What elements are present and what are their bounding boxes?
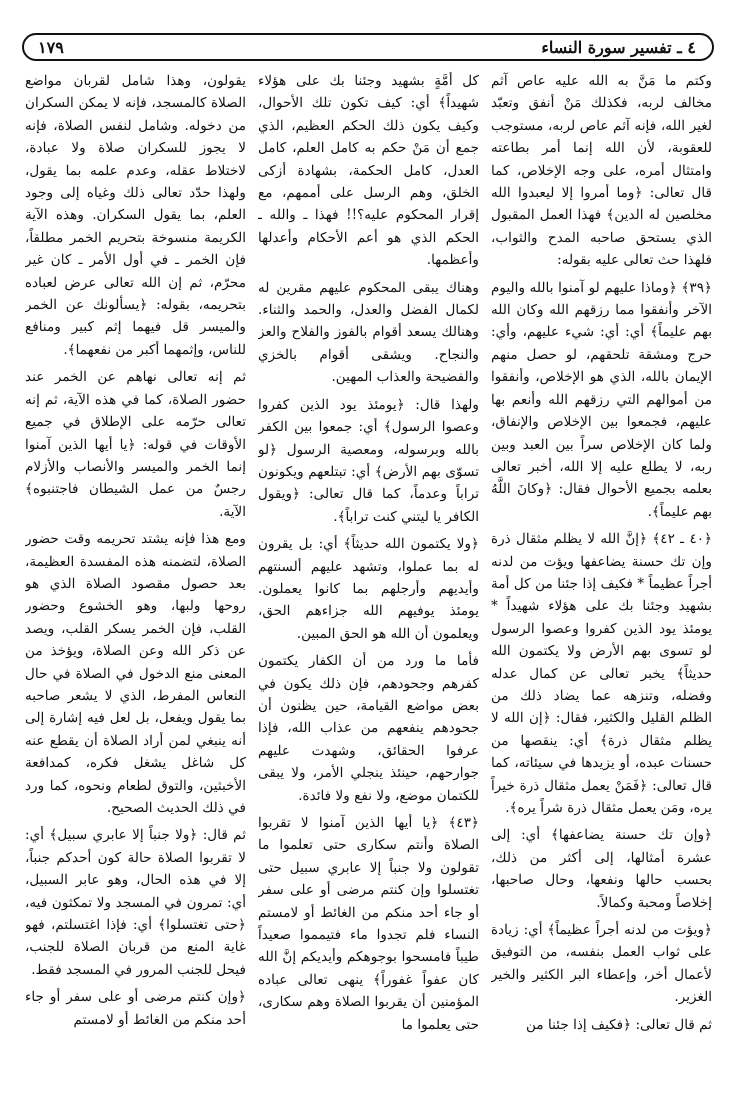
column-left bbox=[25, 70, 246, 1105]
paragraph: كل أمَّةٍ بشهيد وجئنا بك على هؤلاء شهيداً﴾ أي: كيف تكون تلك الأحوال، وكيف يكون ذلك الحكم العظيم، الذي جمع أن مَنْ حكم به كامل العلم، كامل العدل، كامل الحكمة، بشهادة أزكى الخلق، وهم الرسل على أممهم، مع إقرار المحكوم عليه؟!! فهذا ـ والله ـ الحكم الذي هو أعم الأحكام وأعدلها وأعظمها. bbox=[258, 73, 479, 269]
column-middle bbox=[258, 70, 479, 1105]
paragraph: ﴿٤٣﴾ ﴿يا أيها الذين آمنوا لا تقربوا الصلاة وأنتم سكارى حتى تعلموا ما تقولون ولا جنباً إلا عابري سبيل حتى تغتسلوا وإن كنتم مرضى أو على سفر أو جاء أحد منكم من الغائط أو لامستم النساء فلم تجدوا ماء فتيمموا صعيداً طيباً فامسحوا بوجوهكم وأيديكم إنَّ الله كان عفواً غفوراً﴾ ينهى تعالى عباده المؤمنين أن يقربوا الصلاة وهم سكارى، حتى يعلموا ما bbox=[258, 815, 479, 1033]
paragraph: وكتم ما مَنَّ به الله عليه عاص آثم مخالف لربه، فكذلك مَنْ أنفق وتعبّد لغير الله، فإنه آثم عاص لربه، مستوجب للعقوبة، لأن الله إنما أمر بطاعته وامتثال أمره، على وجه الإخلاص، كما قال تعالى: ﴿وما أمروا إلا ليعبدوا الله مخلصين له الدين﴾ فهذا العمل المقبول الذي يستحق صاحبه المدح والثواب، فلهذا حث تعالى عليه بقوله: bbox=[491, 73, 712, 269]
running-header bbox=[22, 33, 714, 61]
paragraph: ولهذا قال: ﴿يومئذ يود الذين كفروا وعصوا الرسول﴾ أي: جمعوا بين الكفر بالله وبرسوله، ومعصية الرسول ﴿لو تسوّى بهم الأرض﴾ أي: تبتلعهم ويكونون تراباً وعدماً، كما قال تعالى: ﴿ويقول الكافر يا ليتني كنت تراباً﴾. bbox=[258, 396, 479, 525]
paragraph: ﴿ولا يكتمون الله حديثاً﴾ أي: بل يقرون له بما عملوا، وتشهد عليهم ألسنتهم وأيديهم وأرجلهم بما كانوا يعملون. يومئذ يوفيهم الله جزاءهم الحق، ويعلمون أن الله هو الحق المبين. bbox=[258, 536, 479, 642]
header-title: ٤ ـ تفسير سورة النساء bbox=[541, 38, 696, 57]
text-columns bbox=[24, 70, 712, 1105]
paragraph: ﴿٣٩﴾ ﴿وماذا عليهم لو آمنوا بالله واليوم الآخر وأنفقوا مما رزقهم الله وكان الله بهم عليماً﴾ أي: أي: شيء عليهم، وأي: حرج ومشقة تلحقهم، لو حصل منهم الإيمان بالله، الذي هو الإخلاص، وأنفقوا من أموالهم التي رزقهم الله وأنعم بها عليهم، فجمعوا بين الإخلاص والإنفاق، ولما كان الإخلاص سراً بين العبد وبين ربه، لا يطلع عليه إلا الله، أخبر تعالى بعلمه بجميع الأحوال فقال: ﴿وكانَ اللَّهُ بهم عليماً﴾. bbox=[491, 279, 712, 520]
page-number: ١٧٩ bbox=[38, 38, 64, 57]
paragraph: ﴿وإن كنتم مرضى أو على سفر أو جاء أحد منكم من الغائط أو لامستم bbox=[25, 989, 246, 1028]
paragraph: ثم قال: ﴿ولا جنباً إلا عابري سبيل﴾ أي: لا تقربوا الصلاة حالة كون أحدكم جنباً، إلا في هذه الحال، وهو عابر السبيل، أي: تمرون في المسجد ولا تمكثون فيه، ﴿حتى تغتسلوا﴾ أي: فإذا اغتسلتم، فهو غاية المنع من قربان الصلاة للجنب، فيحل للجنب المرور في المسجد فقط. bbox=[25, 827, 246, 978]
paragraph: ﴿ويؤت من لدنه أجراً عظيماً﴾ أي: زيادة على ثواب العمل بنفسه، من التوفيق لأعمال أخر، وإعطاء البر الكثير والخير الغزير. bbox=[491, 922, 712, 1006]
paragraph: ﴿٤٠ ـ ٤٢﴾ ﴿إنَّ الله لا يظلم مثقال ذرة وإن تك حسنة يضاعفها ويؤت من لدنه أجراً عظيماً * فكيف إذا جئنا من كل أمة بشهيد وجئنا بك على هؤلاء شهيداً * يومئذ يود الذين كفروا وعصوا الرسول لو تسوى بهم الأرض ولا يكتمون الله حديثاً﴾ يخبر تعالى عن كمال عدله وفضله، وتنزهه عما يضاد ذلك من الظلم القليل والكثير، فقال: ﴿إن الله لا يظلم مثقال ذرة﴾ أي: ينقصها من حسنات عبده، أو يزيدها في سيئاته، كما قال تعالى: ﴿فَمَنْ يعمل مثقال ذرة خيراً يره، ومَن يعمل مثقال ذرة شراً يره﴾. bbox=[491, 531, 712, 816]
paragraph: فأما ما ورد من أن الكفار يكتمون كفرهم وجحودهم، فإن ذلك يكون في بعض مواضع القيامة، حين يظنون أن جحودهم ينفعهم من عذاب الله، فإذا عرفوا الحقائق، وشهدت عليهم جوارحهم، حينئذ ينجلي الأمر، ولا يبقى للكتمان موضع، ولا نفع ولا فائدة. bbox=[258, 653, 479, 804]
paragraph: ومع هذا فإنه يشتد تحريمه وقت حضور الصلاة، لتضمنه هذه المفسدة العظيمة، بعد حصول مقصود الصلاة الذي هو روحها ولبها، وهو الخشوع وحضور القلب، فإن الخمر يسكر القلب، ويصد عن ذكر الله وعن الصلاة، ويؤخذ من المعنى منع الدخول في الصلاة في حال النعاس المفرط، الذي لا يشعر صاحبه بما يقول ويفعل، بل لعل فيه إشارة إلى أنه ينبغي لمن أراد الصلاة أن يقطع عنه كل شاغل يشغل فكره، كمدافعة الأخبثين، والتوق لطعام ونحوه، كما ورد في ذلك الحديث الصحيح. bbox=[25, 531, 246, 816]
paragraph: يقولون، وهذا شامل لقربان مواضع الصلاة كالمسجد، فإنه لا يمكن السكران من دخوله. وشامل لنفس الصلاة، فإنه لا يجوز للسكران صلاة ولا عبادة، لاختلاط عقله، وعدم علمه بما يقول، ولهذا حدّد تعالى ذلك وغياه إلى وجود العلم، بما يقول السكران. وهذه الآية الكريمة منسوخة بتحريم الخمر مطلقاً، فإن الخمر ـ في أول الأمر ـ كان غير محرّم، ثم إن الله تعالى عرض لعباده بتحريمه، بقوله: ﴿يسألونك عن الخمر والميسر قل فيهما إثم كبير ومنافع للناس، وإثمهما أكبر من نفعهما﴾. bbox=[25, 73, 246, 358]
paragraph: ثم إنه تعالى نهاهم عن الخمر عند حضور الصلاة، كما في هذه الآية، ثم إنه تعالى حرّمه على الإطلاق في جميع الأوقات في قوله: ﴿يا أيها الذين آمنوا إنما الخمر والميسر والأنصاب والأزلام رجسٌ من عمل الشيطان فاجتنبوه﴾ الآية. bbox=[25, 369, 246, 520]
paragraph: وهناك يبقى المحكوم عليهم مقرين له لكمال الفضل والعدل، والحمد والثناء. وهنالك يسعد أقوام بالفوز والفلاح والعز والنجاح. ويشقى أقوام بالخزي والفضيحة والعذاب المهين. bbox=[258, 279, 479, 386]
paragraph: ثم قال تعالى: ﴿فكيف إذا جئنا من bbox=[526, 1016, 712, 1033]
column-right bbox=[491, 70, 712, 1105]
paragraph: ﴿وإن تك حسنة يضاعفها﴾ أي: إلى عشرة أمثالها، إلى أكثر من ذلك، بحسب حالها ونفعها، وحال صاحبها، إخلاصاً ومحبة وكمالاً. bbox=[491, 827, 712, 911]
